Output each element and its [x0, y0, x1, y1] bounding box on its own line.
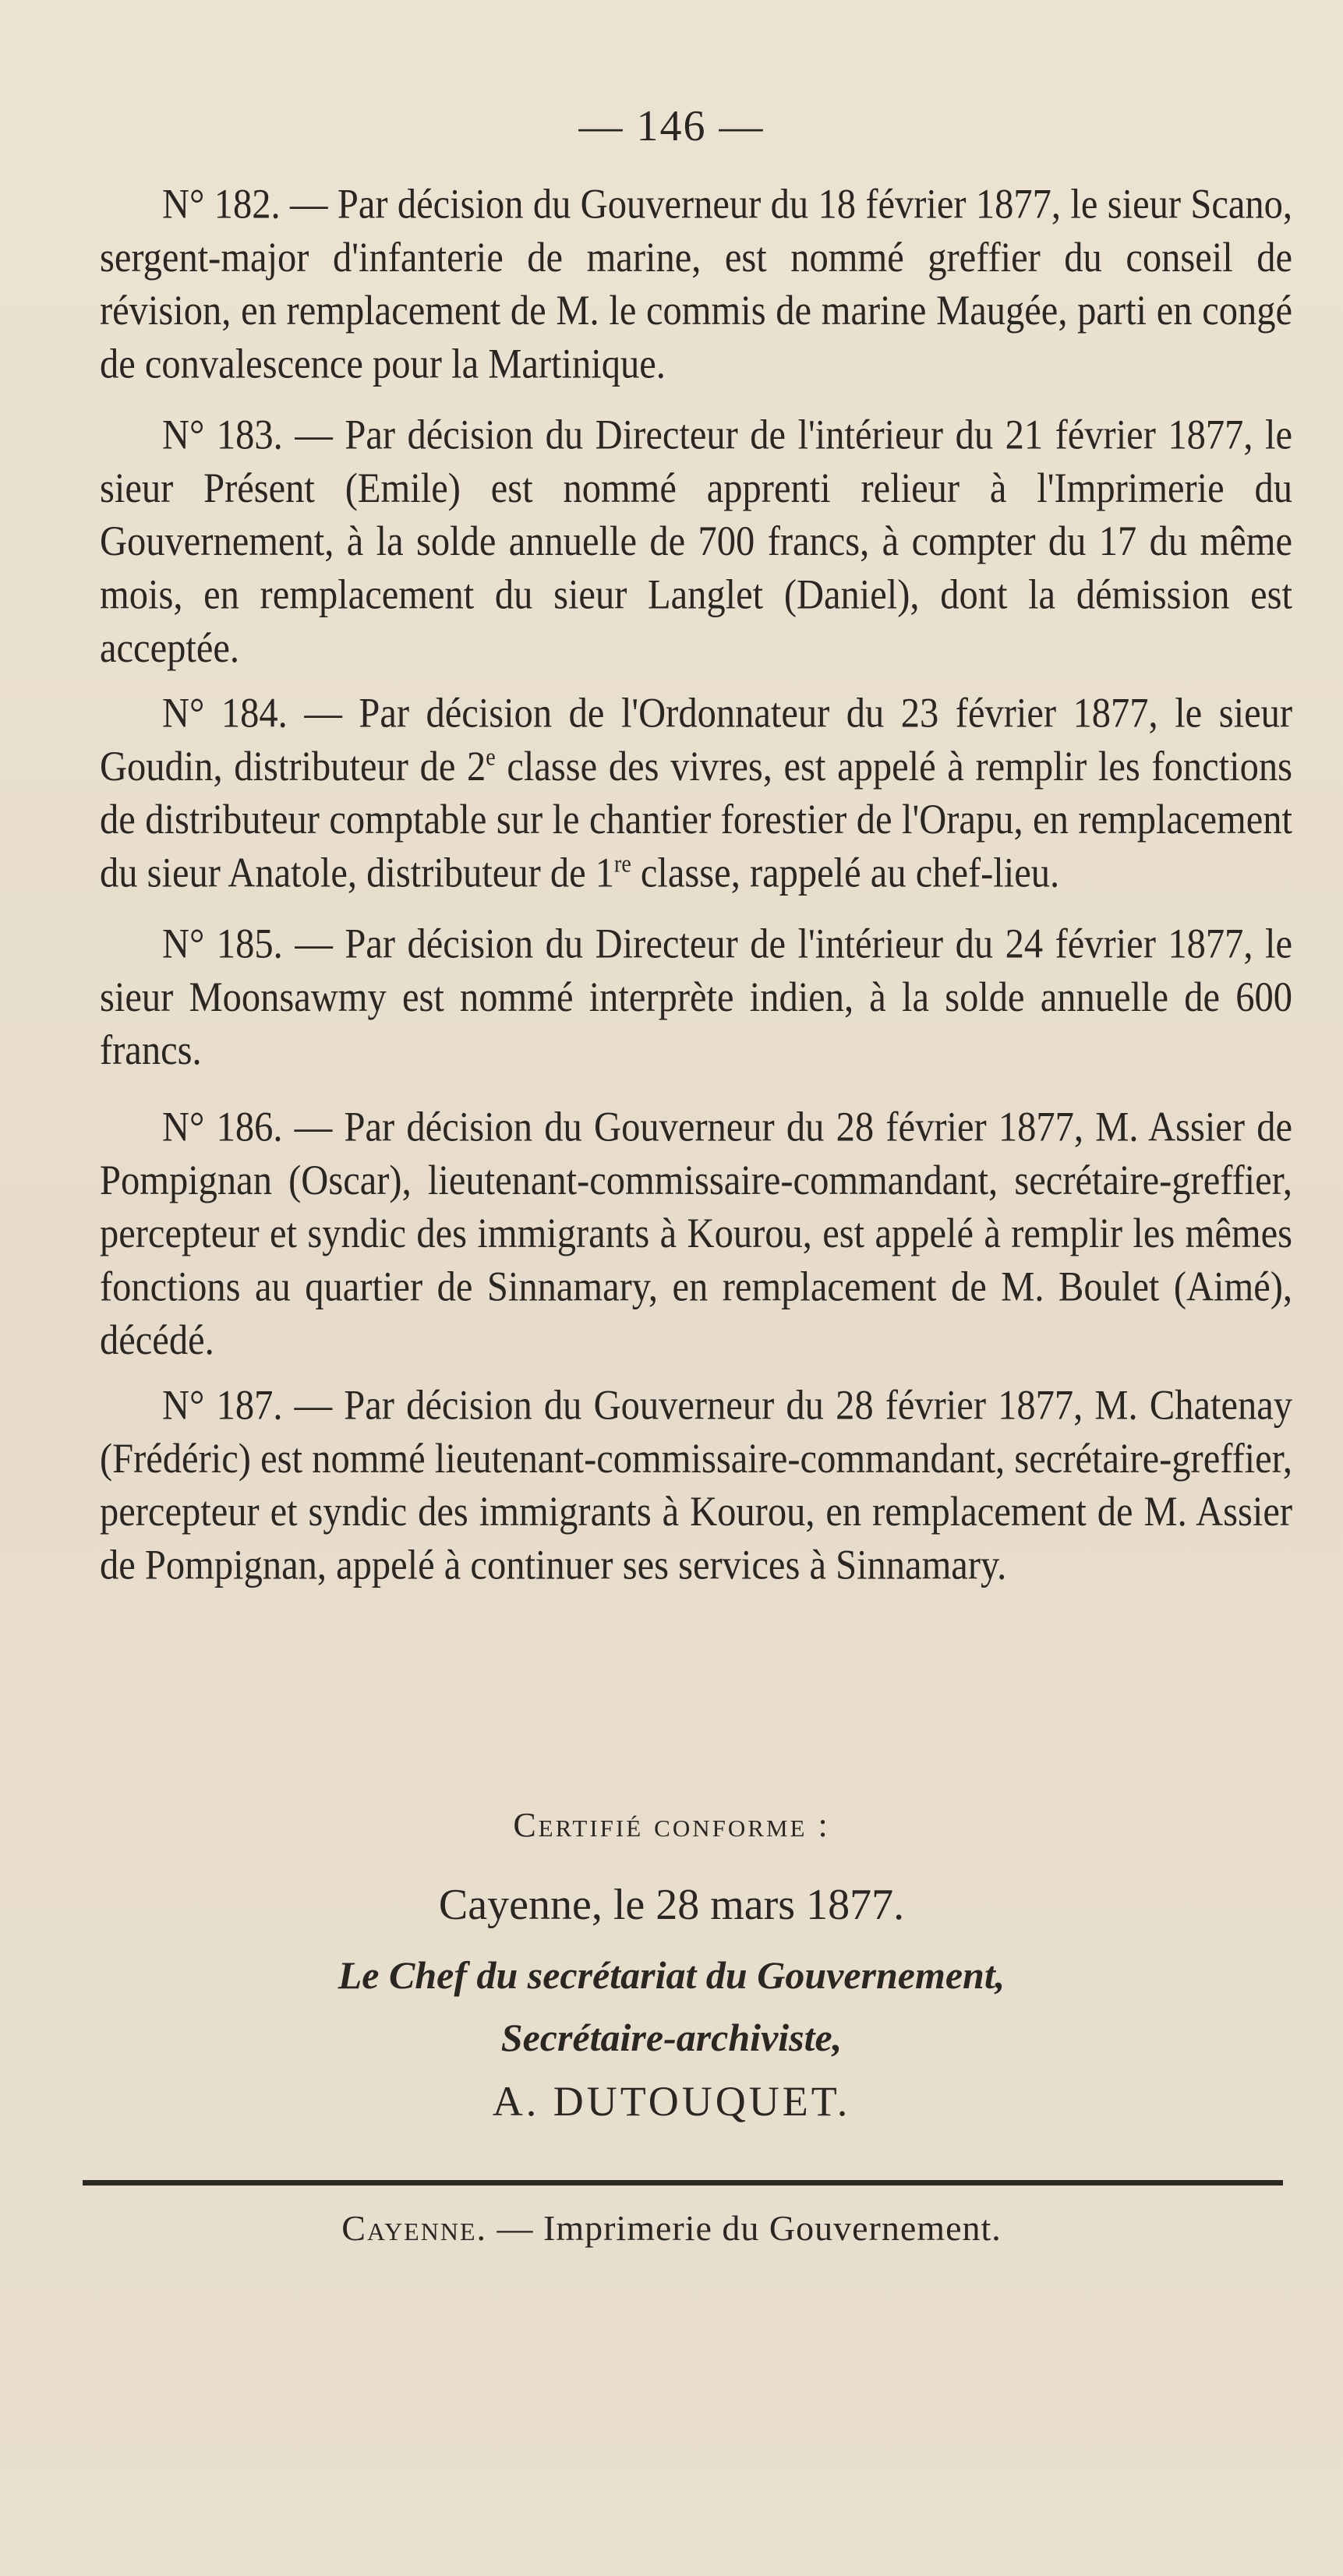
entry-text: — Par décision du Gouverneur du 18 février 1877, le sieur Scano, sergent-major d'infanterie de marine, est nommé greffier du conseil de révision, en remplacement de M. le commis de marine Maugée, parti en congé de convalescence pour la Martinique. — [100, 181, 1293, 387]
page-number: — 146 — — [578, 102, 765, 150]
entry-number: N° 185. — [162, 921, 283, 967]
decision-entry-184 — [100, 687, 1292, 899]
entry-text: — Par décision du Directeur de l'intérieur du 24 février 1877, le sieur Moonsawmy est nommé interprète indien, à la solde annuelle de 600 francs. — [100, 921, 1292, 1074]
decision-entry-183 — [100, 408, 1292, 675]
entry-text-part: classe des vivres, est appelé à remplir les fonctions de distributeur comptable sur le chantier forestier de l'Orapu, en remplacement du sieur Anatole, distributeur de 1 — [100, 743, 1292, 896]
decision-entry-187 — [100, 1379, 1292, 1592]
signatory-title: Le Chef du secrétariat du Gouvernement, — [338, 1953, 1005, 1997]
entry-number: N° 182. — [162, 181, 281, 228]
certification-heading: Certifié conforme : — [513, 1806, 830, 1844]
decisions-list — [100, 178, 1292, 1612]
footer-divider — [83, 2180, 1283, 2186]
superscript: e — [486, 744, 496, 772]
entry-text: — Par décision du Gouverneur du 28 février 1877, M. Chatenay (Frédéric) est nommé lieutenant-commissaire-commandant, secrétaire-greffier, percepteur et syndic des immigrants à Kourou, en remplacement de M. Assier de Pompignan, appelé à continuer ses services à Sinnamary. — [100, 1382, 1293, 1588]
decision-entry-182 — [100, 178, 1292, 390]
entry-number: N° 187. — [162, 1382, 283, 1429]
entry-number: N° 184. — [162, 690, 288, 737]
decision-entry-185 — [100, 917, 1292, 1077]
imprint-place: Cayenne. — [341, 2208, 487, 2248]
superscript: re — [614, 850, 631, 878]
entry-text-part: — Par décision de l'Ordonnateur du 23 février 1877, le sieur Goudin, distributeur de 2 — [100, 690, 1292, 790]
signatory-role: Secrétaire-archiviste, — [500, 2016, 843, 2059]
signatory-name: A. DUTOUQUET. — [492, 2078, 851, 2125]
entry-text: — Par décision du Directeur de l'intérieur du 21 février 1877, le sieur Présent (Emile) est nommé apprenti relieur à l'Imprimerie du Gouvernement, à la solde annuelle de 700 francs, à compter du 17 du même mois, en remplacement du sieur Langlet (Daniel), dont la démission est acceptée. — [100, 412, 1292, 672]
decision-entry-186 — [100, 1101, 1292, 1367]
imprint-printer: — Imprimerie du Gouvernement. — [497, 2208, 1002, 2248]
certification-place-date: Cayenne, le 28 mars 1877. — [438, 1881, 905, 1929]
entry-text-part: classe, rappelé au chef-lieu. — [631, 850, 1060, 896]
entry-text: — Par décision du Gouverneur du 28 février 1877, M. Assier de Pompignan (Oscar), lieutenant-commissaire-commandant, secrétaire-greffier, percepteur et syndic des immigrants à Kourou, est appelé à remplir les mêmes fonctions au quartier de Sinnamary, en remplacement de M. Boulet (Aimé), décédé. — [100, 1104, 1293, 1364]
entry-number: N° 186. — [162, 1104, 283, 1150]
entry-number: N° 183. — [162, 412, 283, 458]
printer-imprint — [0, 2207, 1343, 2249]
